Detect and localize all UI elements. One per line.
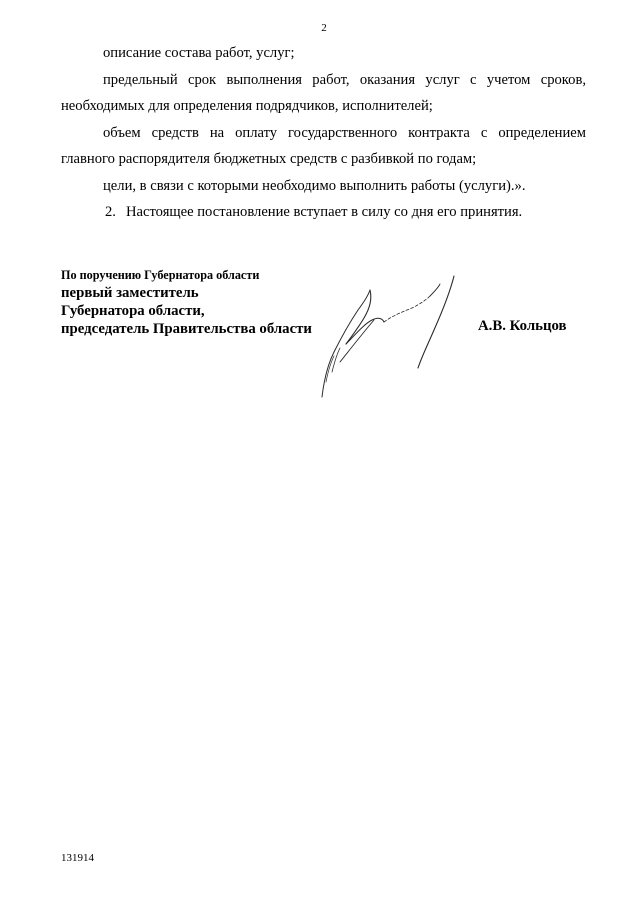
item-number: 2. (105, 204, 116, 220)
document-id: 131914 (61, 852, 94, 864)
paragraph-deadline: предельный срок выполнения работ, оказания услуг с учетом сроков, необходимых для определения подрядчиков, исполнителей; (61, 71, 586, 114)
item-text: Настоящее постановление вступает в силу со дня его принятия. (126, 204, 523, 220)
numbered-item-effective-date (61, 199, 586, 226)
position-line-2: Губернатора области, (61, 303, 205, 319)
handwritten-signature (312, 272, 462, 400)
on-behalf-line: По поручению Губернатора области (61, 268, 260, 282)
signatory-name: А.В. Кольцов (478, 318, 567, 334)
paragraph-funding: объем средств на оплату государственного контракта с определением главного распорядителя бюджетных средств с разбивкой по годам; (61, 124, 586, 167)
paragraph-work-description: описание состава работ, услуг; (103, 45, 295, 61)
position-line-1: первый заместитель (61, 285, 199, 301)
page-number: 2 (321, 22, 327, 34)
paragraph-goals: цели, в связи с которыми необходимо выполнить работы (услуги).». (103, 177, 526, 194)
document-body (61, 40, 586, 226)
position-line-3: председатель Правительства области (61, 321, 312, 337)
